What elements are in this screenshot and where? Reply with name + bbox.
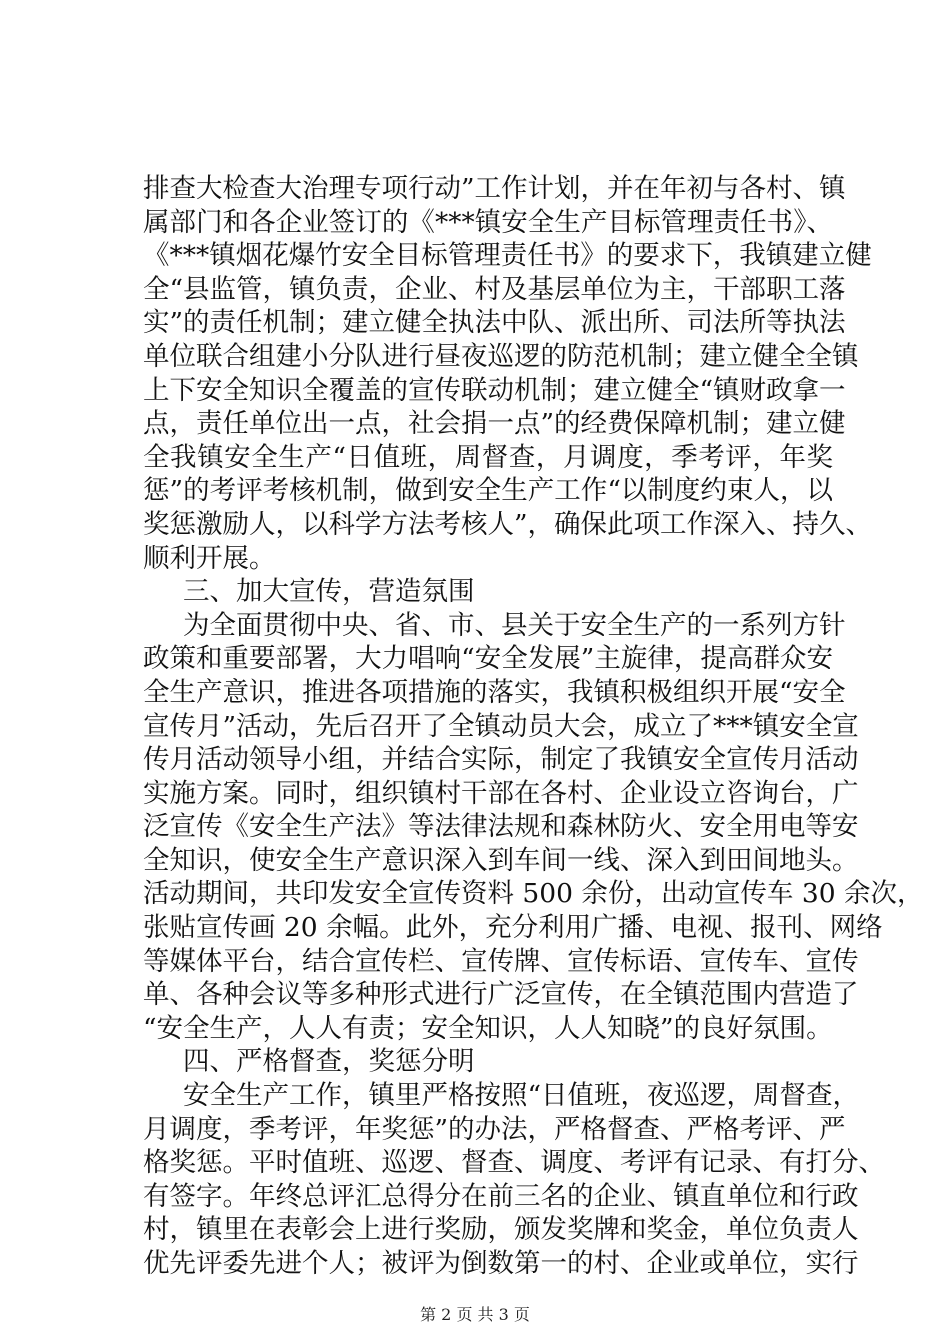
- page-footer: 第 2 页 共 3 页: [420, 1305, 530, 1324]
- text-line: 政策和重要部署，大力唱响“安全发展”主旋律，提高群众安: [143, 643, 833, 675]
- text-line: 全知识，使安全生产意识深入到车间一线、深入到田间地头。: [143, 844, 859, 876]
- text-line: 全我镇安全生产“日值班，周督查，月调度，季考评，年奖: [143, 441, 833, 473]
- text-line: 顺利开展。: [143, 542, 276, 574]
- text-line: 惩”的考评考核机制，做到安全生产工作“以制度约束人，以: [143, 475, 833, 507]
- text-line: 点，责任单位出一点，社会捐一点”的经费保障机制；建立健: [143, 408, 846, 440]
- text-line: 单、各种会议等多种形式进行广泛宣传，在全镇范围内营造了: [143, 979, 859, 1011]
- text-line: “安全生产，人人有责；安全知识，人人知晓”的良好氛围。: [143, 1012, 833, 1044]
- text-line: 村，镇里在表彰会上进行奖励，颁发奖牌和奖金，单位负责人: [143, 1214, 859, 1246]
- text-line: 上下安全知识全覆盖的宣传联动机制；建立健全“镇财政拿一: [143, 374, 846, 406]
- text-line: 传月活动领导小组，并结合实际，制定了我镇安全宣传月活动: [143, 744, 859, 776]
- text-line: 有签字。年终总评汇总得分在前三名的企业、镇直单位和行政: [143, 1180, 859, 1212]
- text-line: 排查大检查大治理专项行动”工作计划，并在年初与各村、镇: [143, 173, 846, 204]
- text-line: 格奖惩。平时值班、巡逻、督查、调度、考评有记录、有打分、: [143, 1147, 885, 1179]
- text-line: 张贴宣传画 20 余幅。此外，充分利用广播、电视、报刊、网络: [143, 912, 883, 944]
- text-line: 实”的责任机制；建立健全执法中队、派出所、司法所等执法: [143, 307, 846, 339]
- text-line: 奖惩激励人，以科学方法考核人”，确保此项工作深入、持久、: [143, 508, 873, 540]
- text-line: 月调度，季考评，年奖惩”的办法，严格督查、严格考评、严: [143, 1113, 846, 1145]
- text-line: 宣传月”活动，先后召开了全镇动员大会，成立了***镇安全宣: [143, 710, 859, 742]
- text-line: 全生产意识，推进各项措施的落实，我镇积极组织开展“安全: [143, 676, 846, 708]
- section-heading: 三、加大宣传，营造氛围: [183, 576, 475, 608]
- text-line: 单位联合组建小分队进行昼夜巡逻的防范机制；建立健全全镇: [143, 340, 859, 372]
- text-line: 安全生产工作，镇里严格按照“日值班，夜巡逻，周督查，: [183, 1080, 860, 1112]
- text-line: 属部门和各企业签订的《***镇安全生产目标管理责任书》、: [143, 206, 833, 238]
- document-body: [143, 172, 924, 1281]
- text-line: 全“县监管，镇负责，企业、村及基层单位为主，干部职工落: [143, 273, 846, 305]
- text-line: 优先评委先进个人；被评为倒数第一的村、企业或单位，实行: [143, 1248, 859, 1279]
- text-line: 活动期间，共印发安全宣传资料 500 余份，出动宣传车 30 余次，: [143, 878, 924, 910]
- text-line: 实施方案。同时，组织镇村干部在各村、企业设立咨询台，广: [143, 777, 859, 809]
- text-line: 泛宣传《安全生产法》等法律法规和森林防火、安全用电等安: [143, 811, 859, 843]
- text-line: 等媒体平台，结合宣传栏、宣传牌、宣传标语、宣传车、宣传: [143, 945, 859, 977]
- text-line: 《***镇烟花爆竹安全目标管理责任书》的要求下，我镇建立健: [143, 240, 872, 272]
- text-line: 为全面贯彻中央、省、市、县关于安全生产的一系列方针: [183, 609, 846, 641]
- section-heading: 四、严格督查，奖惩分明: [183, 1046, 475, 1078]
